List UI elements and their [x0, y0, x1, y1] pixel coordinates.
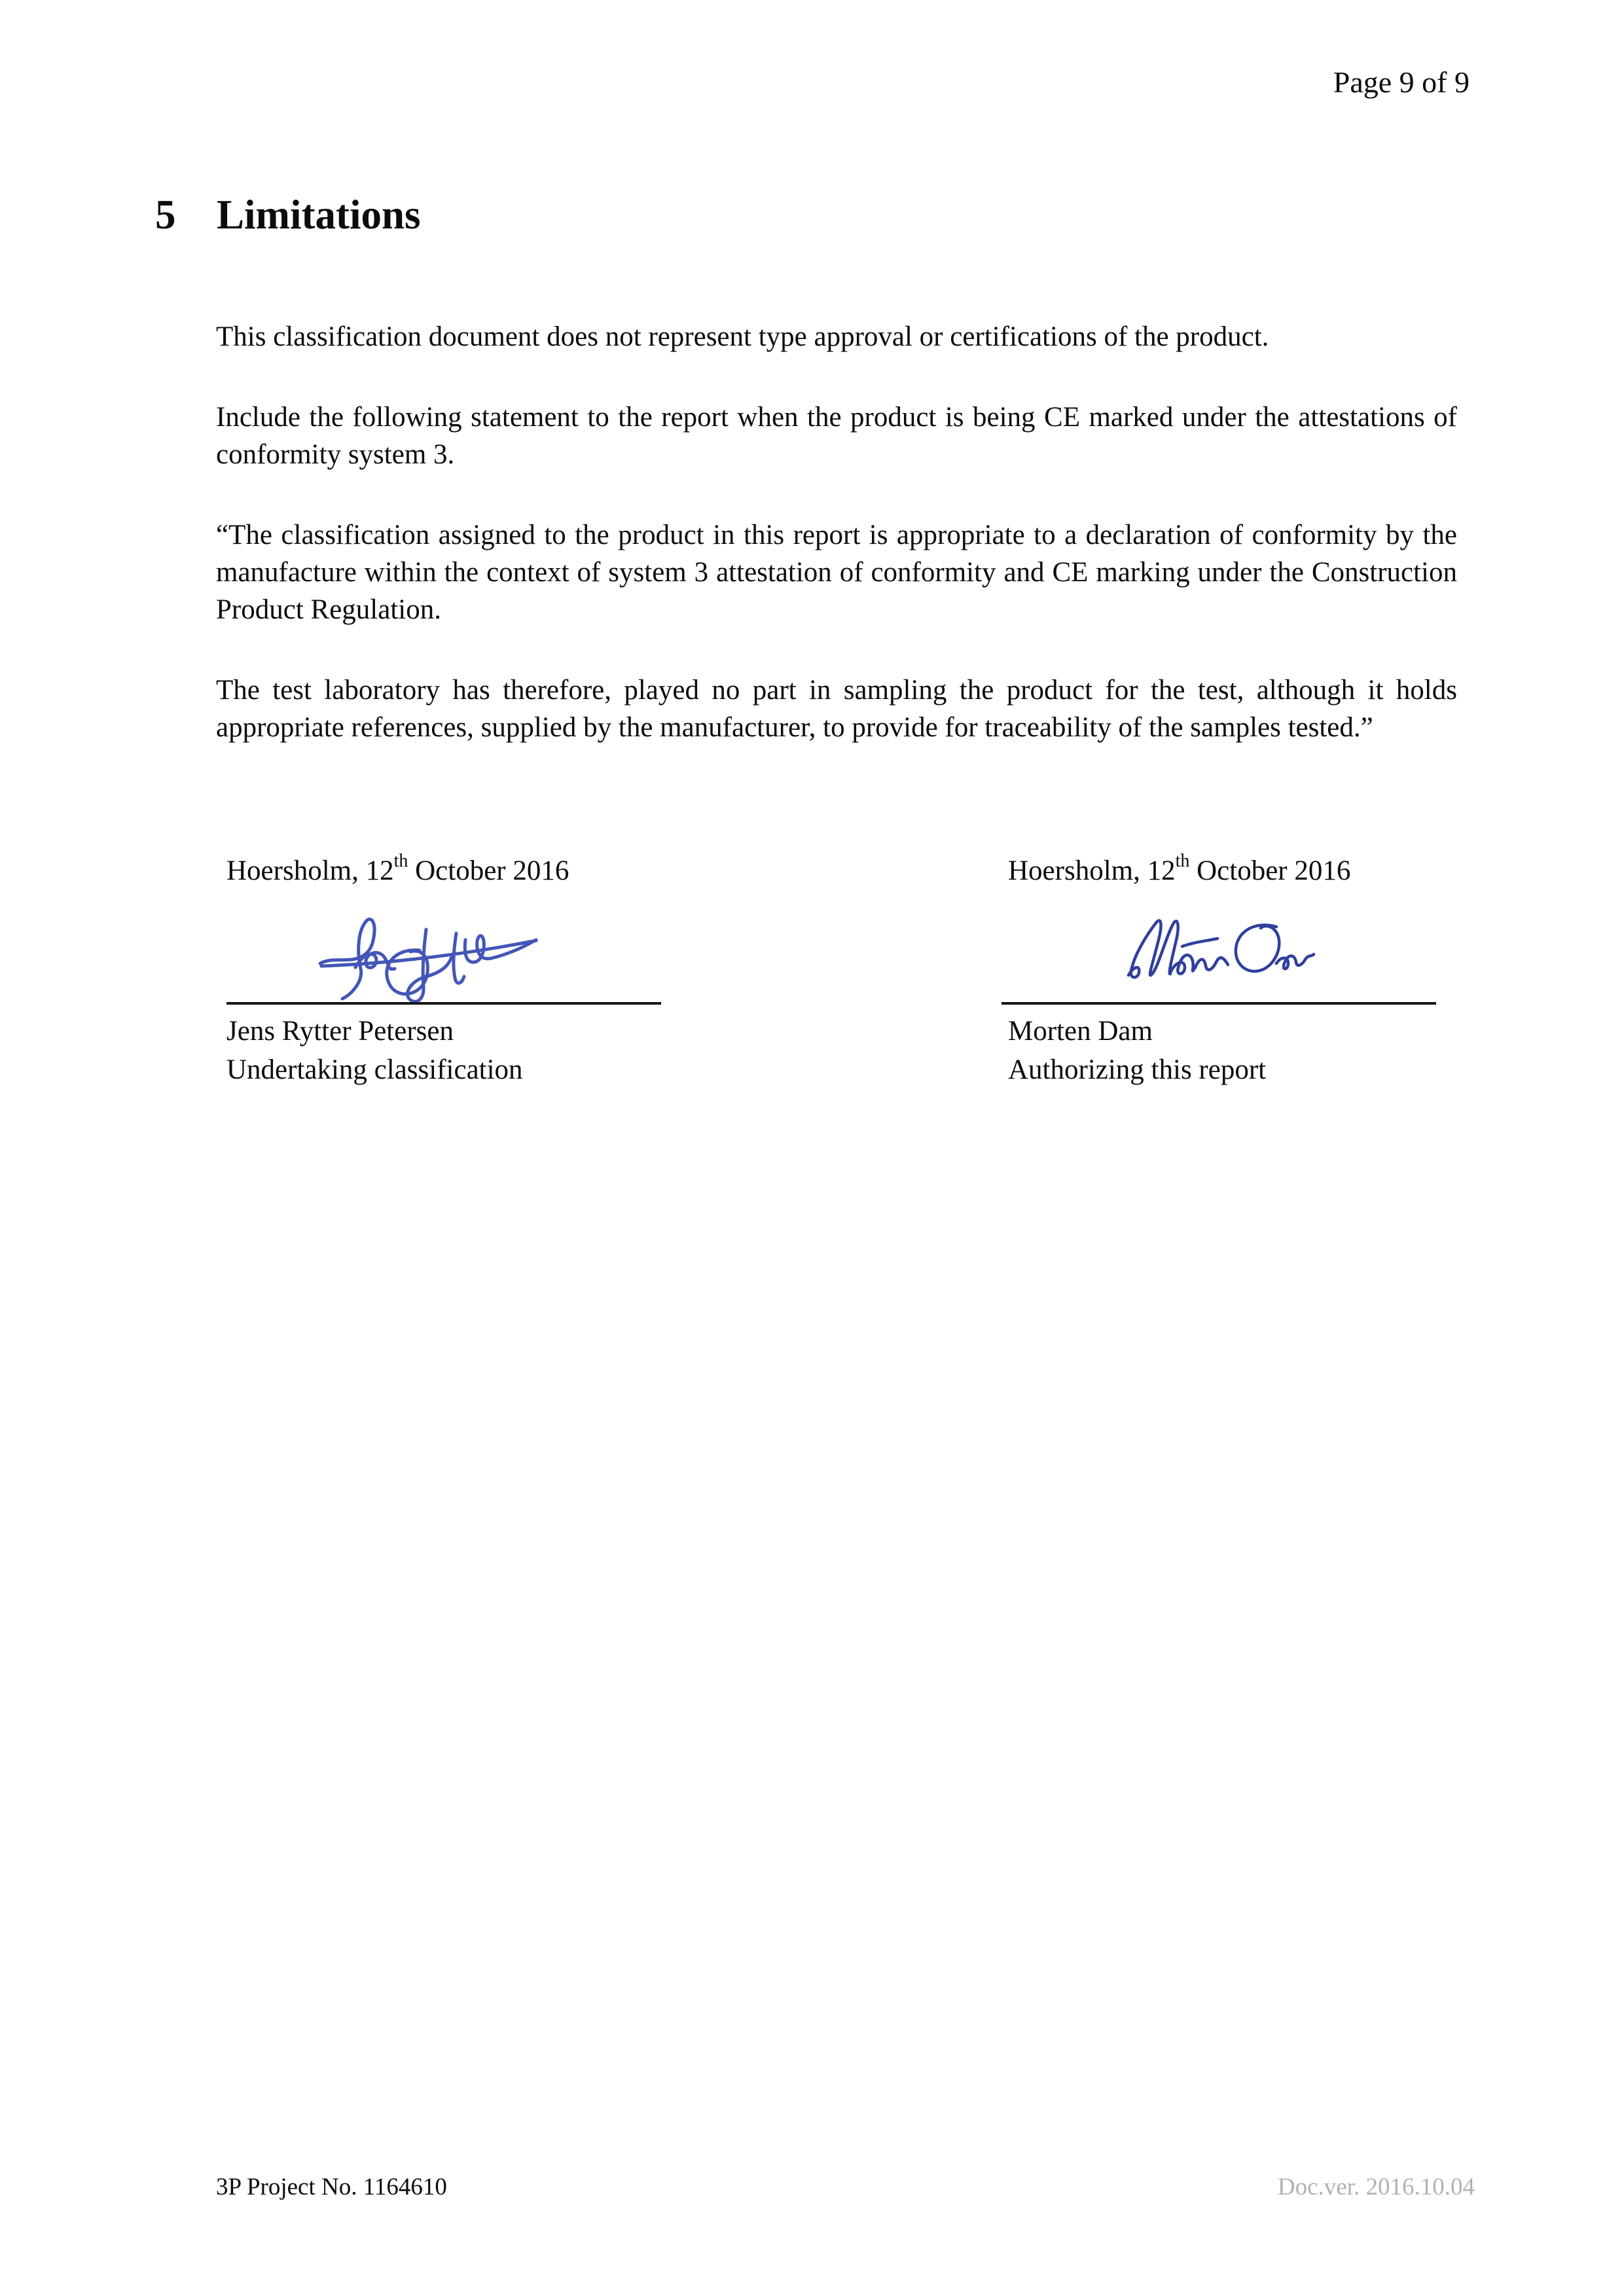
signature-line-left — [226, 1002, 661, 1005]
paragraph: The test laboratory has therefore, played no part in sampling the product for the test, although it holds appropriate references, supplied by the manufacturer, to provide for traceability of the samples tested.” — [216, 675, 1457, 743]
place-date-text: October 2016 — [1189, 855, 1351, 886]
place-date-text: Hoersholm, 12 — [226, 855, 394, 886]
signatory-role: Undertaking classification — [226, 1054, 523, 1085]
signature-image-right — [1125, 915, 1316, 995]
section-title: Limitations — [217, 192, 421, 238]
footer-doc-version: Doc.ver. 2016.10.04 — [1277, 2174, 1475, 2200]
body-text — [216, 318, 1457, 789]
signatory-left — [226, 1012, 523, 1089]
paragraph: Include the following statement to the report when the product is being CE marked under the attestations of conformity system 3. — [216, 402, 1457, 470]
signatory-role: Authorizing this report — [1008, 1054, 1267, 1085]
place-date-left — [226, 852, 569, 893]
signatory-right — [1008, 1012, 1266, 1089]
paragraph: This classification document does not represent type approval or certifications of the product. — [216, 321, 1269, 352]
ordinal-superscript: th — [1175, 851, 1190, 871]
place-date-text: October 2016 — [408, 855, 569, 886]
signatory-name: Jens Rytter Petersen — [226, 1016, 454, 1047]
signature-image-left — [316, 911, 542, 1009]
page-number: Page 9 of 9 — [1333, 65, 1470, 99]
place-date-right — [1008, 852, 1350, 893]
paragraph: “The classification assigned to the product in this report is appropriate to a declaration of conformity by the manufacture within the context of system 3 attestation of conformity and CE marking under the Construction Product Regulation. — [216, 520, 1457, 625]
section-heading — [155, 191, 421, 238]
signature-line-right — [1001, 1002, 1436, 1005]
section-number: 5 — [155, 192, 176, 238]
place-date-text: Hoersholm, 12 — [1008, 855, 1176, 886]
ordinal-superscript: th — [393, 851, 408, 871]
signatory-name: Morten Dam — [1008, 1016, 1153, 1047]
footer-project-number: 3P Project No. 1164610 — [216, 2174, 447, 2200]
